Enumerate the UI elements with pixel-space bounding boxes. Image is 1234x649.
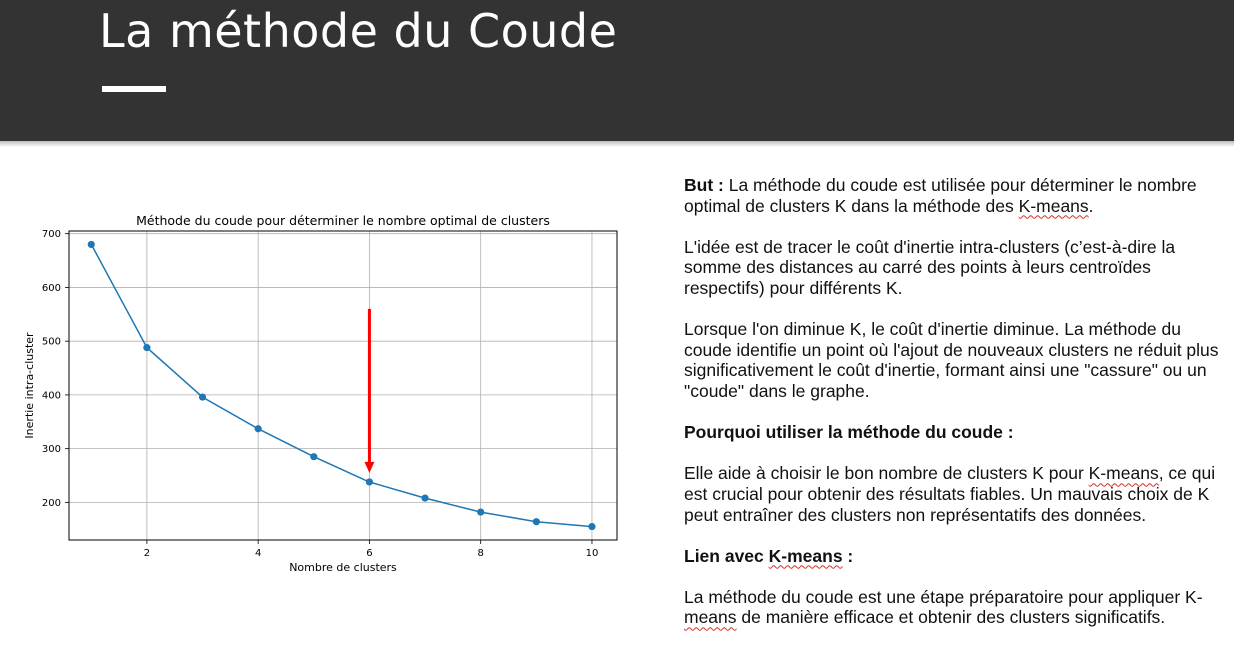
data-point xyxy=(199,393,206,400)
why-term: K-means xyxy=(1088,463,1159,484)
data-point xyxy=(88,241,95,248)
paragraph-elbow: Lorsque l'on diminue K, le coût d'inertie diminue. La méthode du coude identifie un point où l'ajout de nouveaux clusters ne réduit plus significativement le coût d'inertie, formant ainsi une "cassure" ou un "coude" dans le graphe. xyxy=(684,319,1219,401)
chart-title: Méthode du coude pour déterminer le nombre optimal de clusters xyxy=(136,213,550,228)
link-para-a: La méthode du coude est une étape préparatoire pour appliquer K- xyxy=(684,586,1203,607)
x-tick-label: 4 xyxy=(254,548,262,559)
data-point xyxy=(366,478,373,485)
y-tick-label: 700 xyxy=(41,229,61,241)
slide-title: La méthode du Coude xyxy=(99,4,618,58)
grid xyxy=(69,231,617,540)
x-tick-label: 2 xyxy=(143,548,151,559)
y-tick-label: 200 xyxy=(41,497,61,509)
data-point xyxy=(477,508,484,515)
ticks xyxy=(42,229,598,559)
goal-text-c: . xyxy=(1088,195,1094,216)
link-text-a: Lien avec xyxy=(684,545,769,566)
y-tick-label: 600 xyxy=(41,282,61,294)
data-point xyxy=(588,523,595,530)
title-underline xyxy=(102,86,166,92)
x-tick-label: 6 xyxy=(366,548,373,559)
y-tick-label: 300 xyxy=(41,444,61,456)
x-axis-label: Nombre de clusters xyxy=(289,561,397,574)
paragraph-why xyxy=(684,463,1224,525)
paragraph-link xyxy=(684,587,1224,628)
data-point xyxy=(533,518,540,525)
heading-why: Pourquoi utiliser la méthode du coude : xyxy=(684,422,1014,443)
data-point xyxy=(255,425,262,432)
heading-link xyxy=(684,546,1224,567)
explanation-panel xyxy=(684,175,1224,649)
goal-text-a: La méthode du coude est utilisée pour déterminer le nombre optimal de clusters K dans la méthode des xyxy=(684,175,1197,216)
x-tick-label: 8 xyxy=(477,548,484,559)
link-text-c: : xyxy=(842,545,854,566)
plot-frame xyxy=(69,231,617,540)
why-text-c: , ce qui est crucial pour obtenir des résultats fiables. Un mauvais choix de K peut entraîner des clusters non représentatifs des données. xyxy=(684,463,1216,525)
y-tick-label: 400 xyxy=(41,390,61,402)
link-term: K-means xyxy=(768,545,843,566)
x-tick-label: 10 xyxy=(585,548,599,559)
elbow-chart xyxy=(20,205,630,585)
data-point xyxy=(421,494,428,501)
paragraph-idea: L'idée est de tracer le coût d'inertie intra-clusters (c’est-à-dire la somme des distances au carré des points à leurs centroïdes respectifs) pour différents K. xyxy=(684,236,1176,298)
goal-label: But : xyxy=(684,175,724,195)
header-shadow xyxy=(0,141,1234,147)
why-text-a: Elle aide à choisir le bon nombre de clusters K pour xyxy=(684,463,1089,484)
y-axis-label: Inertie intra-cluster xyxy=(23,332,36,439)
inertia-line xyxy=(91,244,592,526)
y-tick-label: 500 xyxy=(41,336,61,348)
inertia-points xyxy=(88,241,596,530)
link-para-c: de manière efficace et obtenir des clusters significatifs. xyxy=(736,607,1166,628)
data-point xyxy=(310,453,317,460)
data-point xyxy=(143,344,150,351)
paragraph-goal xyxy=(684,175,1224,216)
elbow-arrow xyxy=(364,309,374,473)
link-para-term: means xyxy=(684,607,737,628)
goal-term: K-means xyxy=(1018,195,1089,216)
arrow-head xyxy=(364,462,374,473)
